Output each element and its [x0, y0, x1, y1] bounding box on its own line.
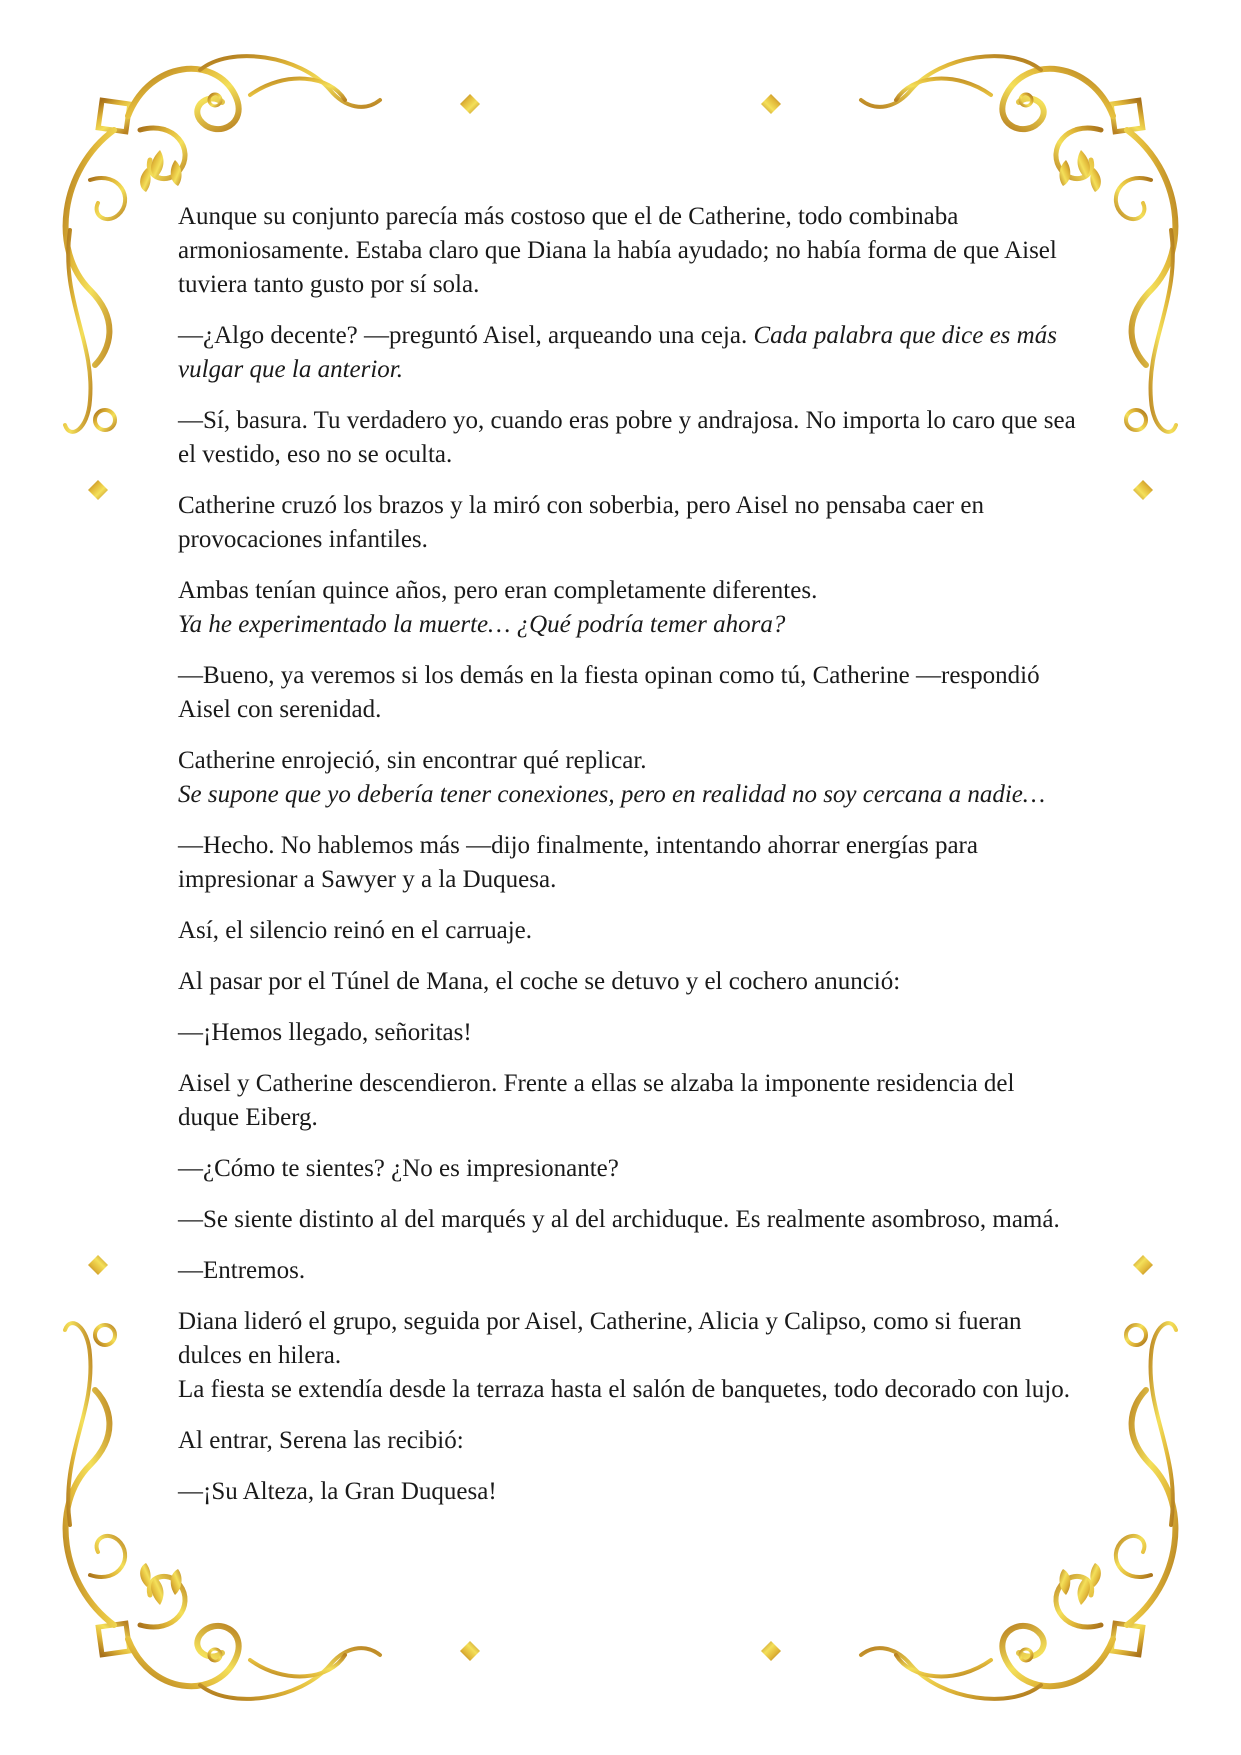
- text-run: —Hecho. No hablemos más —dijo finalmente, intentando ahorrar energías para impresionar a Sawyer y a la Duquesa.: [178, 832, 978, 893]
- paragraph: [178, 829, 1078, 897]
- text-run: Diana lideró el grupo, seguida por Aisel, Catherine, Alicia y Calipso, como si fueran dulces en hilera.: [178, 1308, 1022, 1369]
- paragraph: [178, 404, 1078, 472]
- paragraph: [178, 1254, 1078, 1288]
- text-run: —Entremos.: [178, 1257, 306, 1284]
- text-run: La fiesta se extendía desde la terraza hasta el salón de banquetes, todo decorado con lujo.: [178, 1376, 1070, 1403]
- italic-text: Cada palabra que dice es más vulgar que la anterior.: [178, 322, 1057, 383]
- text-run: Al pasar por el Túnel de Mana, el coche se detuvo y el cochero anunció:: [178, 968, 901, 995]
- text-run: Ambas tenían quince años, pero eran completamente diferentes.: [178, 577, 818, 604]
- paragraph: [178, 914, 1078, 948]
- text-run: Catherine cruzó los brazos y la miró con soberbia, pero Aisel no pensaba caer en provocaciones infantiles.: [178, 492, 984, 553]
- paragraph: [178, 965, 1078, 999]
- paragraph: [178, 1152, 1078, 1186]
- paragraph: [178, 574, 1078, 642]
- paragraph: [178, 1016, 1078, 1050]
- italic-text: Ya he experimentado la muerte… ¿Qué podría temer ahora?: [178, 611, 786, 638]
- paragraph: [178, 744, 1078, 812]
- text-run: —Se siente distinto al del marqués y al del archiduque. Es realmente asombroso, mamá.: [178, 1206, 1060, 1233]
- text-run: Aunque su conjunto parecía más costoso que el de Catherine, todo combinaba armoniosamente. Estaba claro que Diana la había ayudado; no había forma de que Aisel tuviera tanto gusto por sí sola.: [178, 203, 1057, 298]
- italic-text: Se supone que yo debería tener conexiones, pero en realidad no soy cercana a nadie…: [178, 781, 1046, 808]
- paragraph: [178, 1424, 1078, 1458]
- paragraph: [178, 200, 1078, 302]
- paragraph: [178, 1475, 1078, 1509]
- paragraph: [178, 319, 1078, 387]
- text-run: Aisel y Catherine descendieron. Frente a ellas se alzaba la imponente residencia del duque Eiberg.: [178, 1070, 1015, 1131]
- paragraph: [178, 659, 1078, 727]
- text-run: Así, el silencio reinó en el carruaje.: [178, 917, 533, 944]
- text-run: —¡Su Alteza, la Gran Duquesa!: [178, 1478, 497, 1505]
- text-run: Al entrar, Serena las recibió:: [178, 1427, 464, 1454]
- text-run: —¿Cómo te sientes? ¿No es impresionante?: [178, 1155, 619, 1182]
- paragraph: [178, 1203, 1078, 1237]
- paragraph: [178, 1305, 1078, 1407]
- text-run: —¿Algo decente? —preguntó Aisel, arqueando una ceja.: [178, 322, 754, 349]
- text-run: —¡Hemos llegado, señoritas!: [178, 1019, 472, 1046]
- text-run: —Bueno, ya veremos si los demás en la fiesta opinan como tú, Catherine —respondió Aisel con serenidad.: [178, 662, 1040, 723]
- text-run: —Sí, basura. Tu verdadero yo, cuando eras pobre y andrajosa. No importa lo caro que sea el vestido, eso no se oculta.: [178, 407, 1076, 468]
- paragraph: [178, 489, 1078, 557]
- story-text: [178, 200, 1078, 1526]
- text-run: Catherine enrojeció, sin encontrar qué replicar.: [178, 747, 647, 774]
- paragraph: [178, 1067, 1078, 1135]
